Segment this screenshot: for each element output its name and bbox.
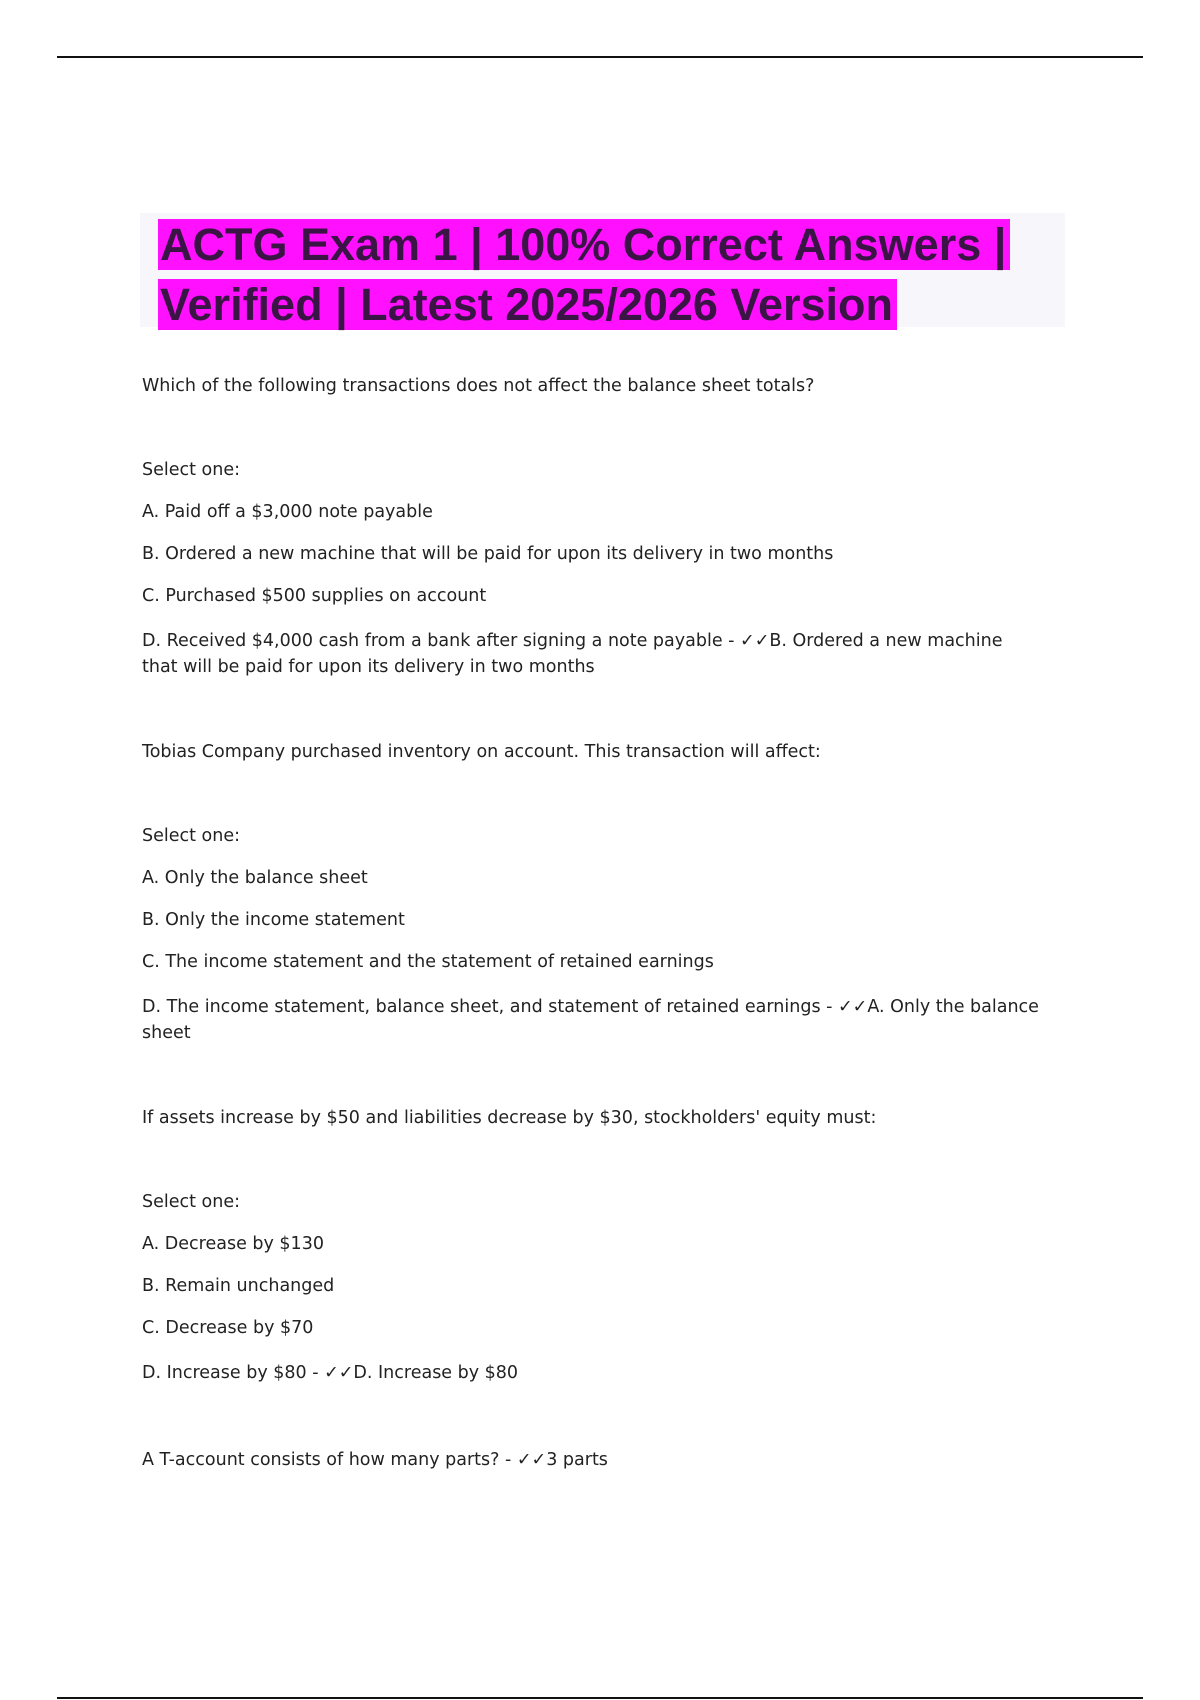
- question-3-option-a: A. Decrease by $130: [142, 1234, 324, 1254]
- question-1-option-c: C. Purchased $500 supplies on account: [142, 586, 487, 606]
- question-3-text: If assets increase by $50 and liabilities decrease by $30, stockholders' equity must:: [142, 1108, 877, 1128]
- question-1-option-a: A. Paid off a $3,000 note payable: [142, 502, 433, 522]
- bottom-divider: [57, 1697, 1143, 1699]
- question-4-text: A T-account consists of how many parts? - ✓✓3 parts: [142, 1450, 608, 1470]
- question-3-option-b: B. Remain unchanged: [142, 1276, 335, 1296]
- question-1-option-d: D. Received $4,000 cash from a bank after signing a note payable - ✓✓B. Ordered a new machine that will be paid for upon its delivery in two months: [142, 631, 1003, 677]
- question-1-text: Which of the following transactions does not affect the balance sheet totals?: [142, 376, 815, 396]
- title-line-1: ACTG Exam 1 | 100% Correct Answers |: [158, 219, 1010, 270]
- title-line-2: Verified | Latest 2025/2026 Version: [158, 279, 897, 330]
- question-2-select-label: Select one:: [142, 826, 241, 846]
- question-2-option-a: A. Only the balance sheet: [142, 868, 368, 888]
- question-2-option-b: B. Only the income statement: [142, 910, 405, 930]
- question-2-option-c: C. The income statement and the statement of retained earnings: [142, 952, 714, 972]
- question-2-text: Tobias Company purchased inventory on account. This transaction will affect:: [142, 742, 821, 762]
- question-3-select-label: Select one:: [142, 1192, 241, 1212]
- question-1-option-b: B. Ordered a new machine that will be paid for upon its delivery in two months: [142, 544, 834, 564]
- question-3-option-c: C. Decrease by $70: [142, 1318, 314, 1338]
- question-1-select-label: Select one:: [142, 460, 241, 480]
- document-title: [158, 215, 1058, 335]
- question-3-option-d: D. Increase by $80 - ✓✓D. Increase by $80: [142, 1363, 519, 1383]
- question-2-option-d: D. The income statement, balance sheet, and statement of retained earnings - ✓✓A. Only the balance sheet: [142, 997, 1039, 1043]
- top-divider: [57, 56, 1143, 58]
